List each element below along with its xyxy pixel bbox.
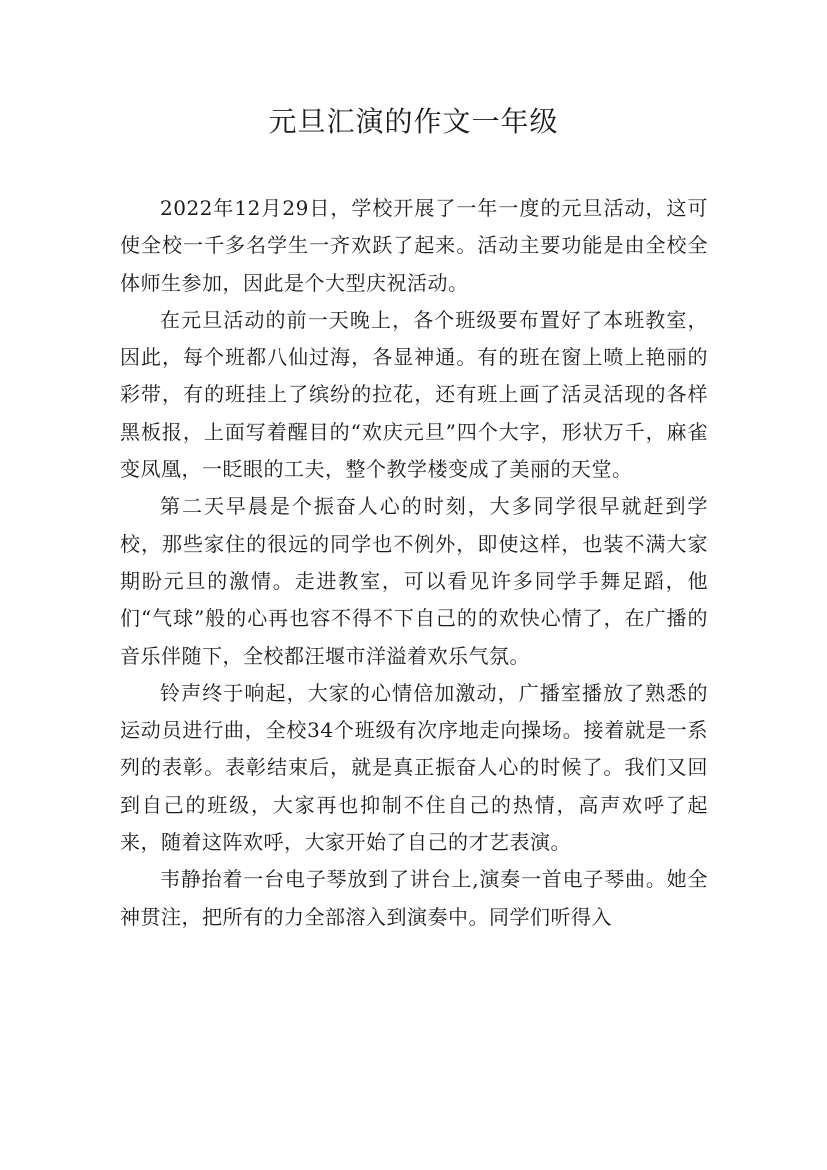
document-title: 元旦汇演的作文一年级 <box>268 105 559 138</box>
document-body <box>120 190 708 936</box>
paragraph-3: 第二天早晨是个振奋人心的时刻，大多同学很早就赶到学校，那些家住的很远的同学也不例外，即使这样，也装不满大家期盼元旦的激情。走进教室，可以看见许多同学手舞足蹈，他们“气球”般的心再也容不得不下自己的的欢快心情了，在广播的音乐伴随下，全校都汪堰市洋溢着欢乐气氛。 <box>120 494 708 668</box>
paragraph-5: 韦静抬着一台电子琴放到了讲台上,演奏一首电子琴曲。她全神贯注，把所有的力全部溶入到演奏中。同学们听得入 <box>120 867 708 929</box>
paragraph-4: 铃声终于响起，大家的心情倍加激动，广播室播放了熟悉的运动员进行曲，全校34个班级有次序地走向操场。接着就是一系列的表彰。表彰结束后，就是真正振奋人心的时候了。我们又回到自己的班级，大家再也抑制不住自己的热情，高声欢呼了起来，随着这阵欢呼，大家开始了自己的才艺表演。 <box>120 680 708 855</box>
paragraph-1: 2022年12月29日，学校开展了一年一度的元旦活动，这可使全校一千多名学生一齐欢跃了起来。活动主要功能是由全校全体师生参加，因此是个大型庆祝活动。 <box>120 196 708 295</box>
paragraph-2: 在元旦活动的前一天晚上，各个班级要布置好了本班教室，因此，每个班都八仙过海，各显神通。有的班在窗上喷上艳丽的彩带，有的班挂上了缤纷的拉花，还有班上画了活灵活现的各样黑板报，上面写着醒目的“欢庆元旦”四个大字，形状万千，麻雀变凤凰，一眨眼的工夫，整个教学楼变成了美丽的天堂。 <box>120 307 708 482</box>
